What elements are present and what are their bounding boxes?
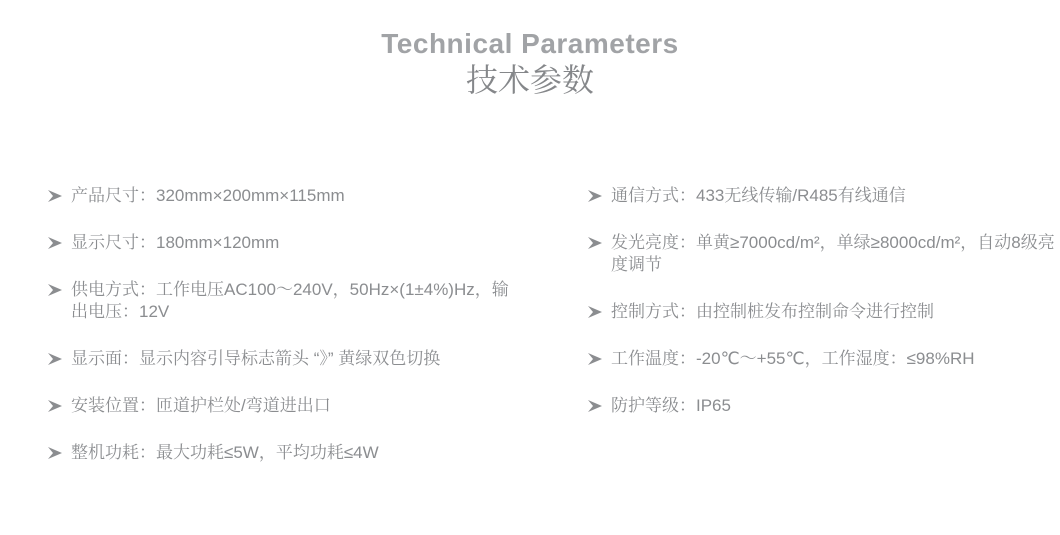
arrow-bullet-icon [47,232,71,250]
spec-text: 控制方式：由控制桩发布控制命令进行控制 [611,302,934,321]
arrow-bullet-icon [587,348,611,366]
arrow-bullet-icon [587,232,611,250]
spec-item-brightness [587,232,1060,276]
spec-column-left [47,185,520,489]
spec-column-right [587,185,1060,489]
arrow-bullet-icon [587,185,611,203]
spec-text: 安装位置：匝道护栏处/弯道进出口 [71,396,331,415]
spec-text: 显示面：显示内容引导标志箭头 “》” 黄绿双色切换 [71,349,441,368]
spec-text: 工作温度：-20℃～+55℃，工作湿度：≤98%RH [611,349,975,368]
arrow-bullet-icon [587,395,611,413]
arrow-bullet-icon [47,185,71,203]
spec-text: 防护等级：IP65 [611,396,731,415]
spec-item-protection-rating [587,395,1060,417]
page-title-english: Technical Parameters [381,28,679,59]
spec-item-product-size [47,185,520,207]
spec-item-control-method [587,301,1060,323]
spec-item-display-face [47,348,520,370]
spec-item-communication [587,185,1060,207]
spec-item-temperature [587,348,1060,370]
arrow-bullet-icon [587,301,611,319]
arrow-bullet-icon [47,348,71,366]
spec-item-display-size [47,232,520,254]
spec-columns [0,185,1060,489]
spec-text: 通信方式：433无线传输/R485有线通信 [611,186,906,205]
arrow-bullet-icon [47,395,71,413]
arrow-bullet-icon [47,442,71,460]
spec-item-power-supply [47,279,520,323]
spec-text: 整机功耗：最大功耗≤5W，平均功耗≤4W [71,443,379,462]
spec-text: 供电方式：工作电压AC100～240V，50Hz×(1±4%)Hz，输出电压：12V [71,280,509,321]
spec-text: 显示尺寸：180mm×120mm [71,233,280,252]
spec-text: 产品尺寸：320mm×200mm×115mm [71,186,345,205]
page-header [0,0,1060,100]
spec-text: 发光亮度：单黄≥7000cd/m²，单绿≥8000cd/m²，自动8级亮度调节 [611,233,1055,274]
spec-item-install-position [47,395,520,417]
arrow-bullet-icon [47,279,71,297]
page-title-chinese: 技术参数 [465,62,594,98]
spec-item-power-consumption [47,442,520,464]
